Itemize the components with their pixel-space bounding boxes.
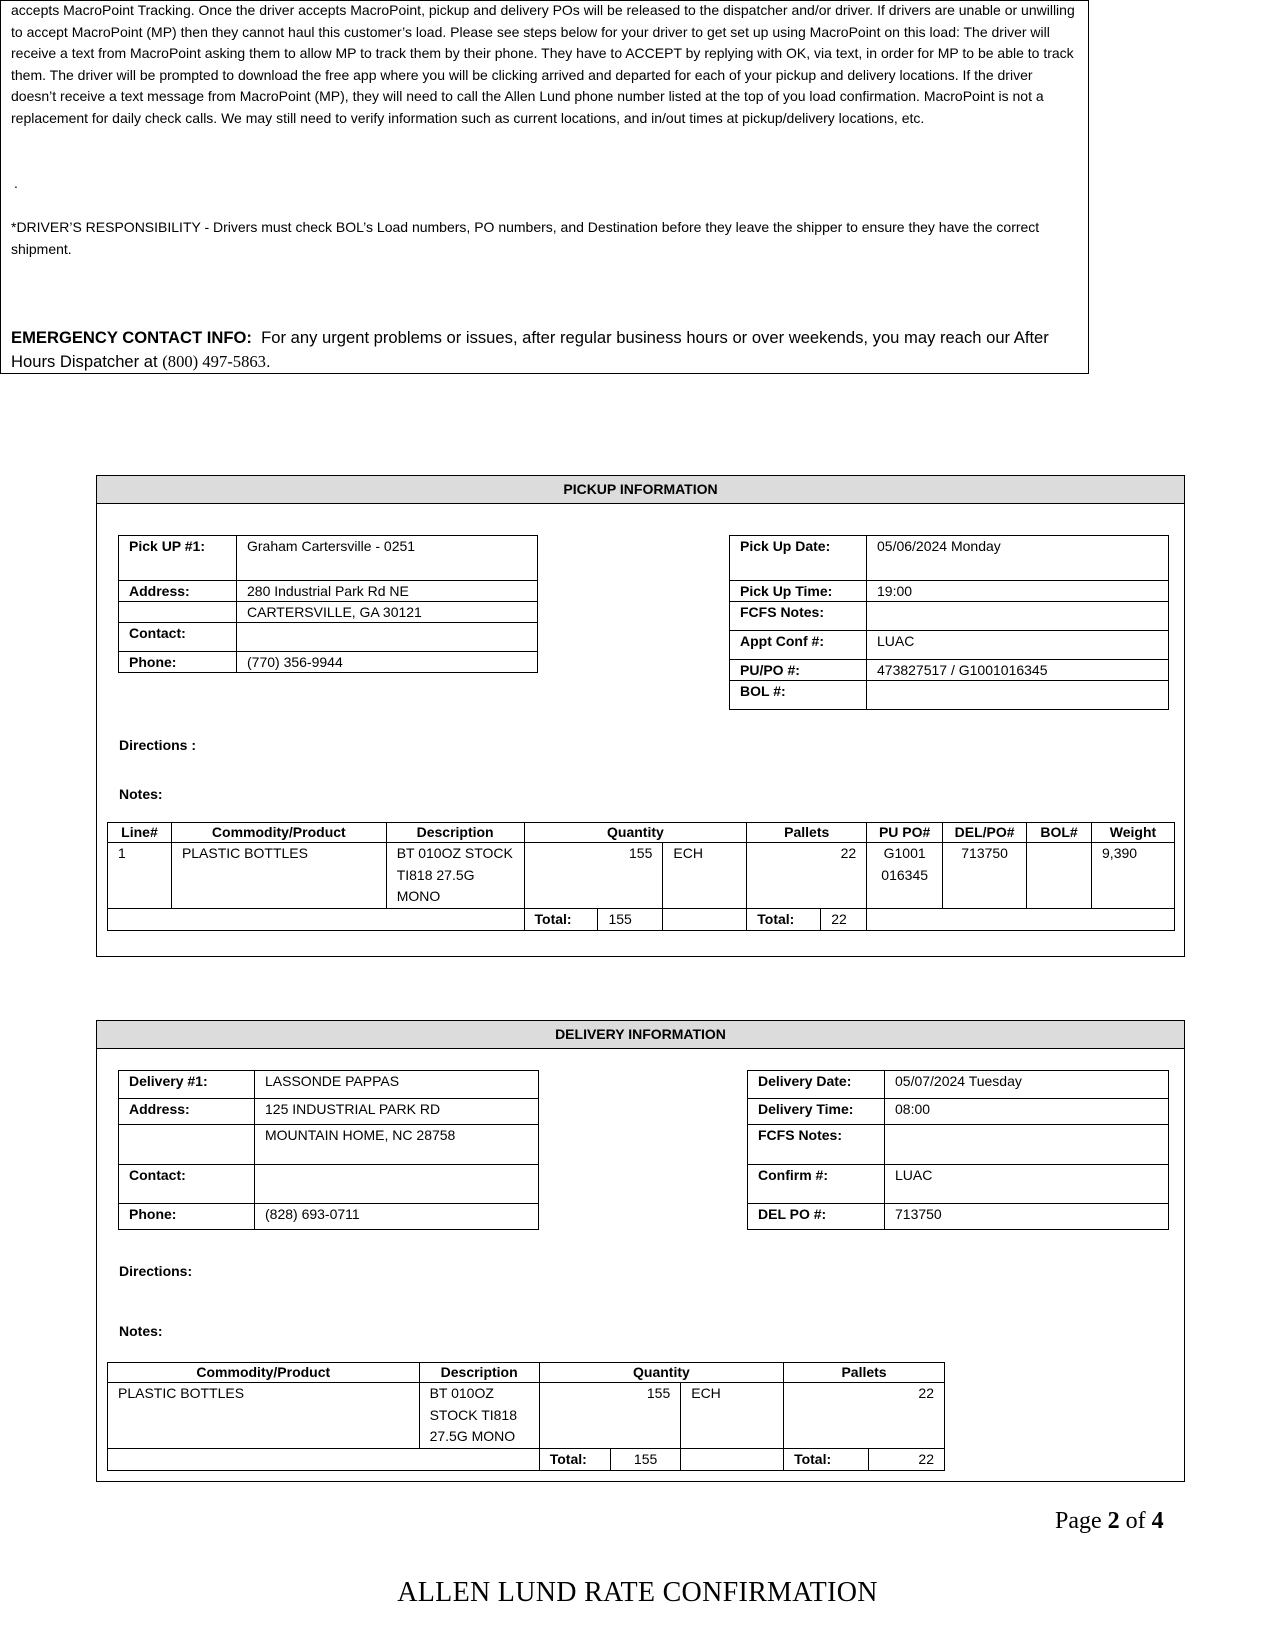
item-description bbox=[386, 843, 524, 909]
separator-dot: . bbox=[14, 175, 18, 191]
pickup-contact-label: Contact: bbox=[119, 623, 237, 652]
pickup-date-label: Pick Up Date: bbox=[730, 536, 867, 581]
delivery-time-label: Delivery Time: bbox=[748, 1099, 885, 1125]
delivery-po-label: DEL PO #: bbox=[748, 1204, 885, 1230]
pickup-address-line2: CARTERSVILLE, GA 30121 bbox=[237, 602, 538, 623]
col-quantity: Quantity bbox=[539, 1363, 783, 1383]
document-title: ALLEN LUND RATE CONFIRMATION bbox=[397, 1577, 878, 1608]
delivery-schedule-table bbox=[747, 1070, 1169, 1230]
delivery-confirm-value: LUAC bbox=[885, 1165, 1169, 1204]
emergency-period: . bbox=[265, 352, 271, 371]
pickup-address-label: Address: bbox=[119, 581, 237, 602]
emergency-text: For any urgent problems or issues, after regular business hours or over weekends, you may reach our After Hours Dispatcher at bbox=[11, 328, 1049, 371]
page-indicator bbox=[1055, 1508, 1164, 1535]
driver-responsibility: *DRIVER’S RESPONSIBILITY - Drivers must check BOL’s Load numbers, PO numbers, and Destination before they leave the shipper to ensure they have the correct shipment. bbox=[11, 219, 1040, 257]
pickup-phone-label: Phone: bbox=[119, 652, 237, 673]
pickup-bol-label: BOL #: bbox=[730, 681, 867, 710]
item-description-line: TI818 27.5G bbox=[396, 866, 475, 883]
pickup-number-label: Pick UP #1: bbox=[119, 536, 237, 581]
item-description-line: 27.5G MONO bbox=[429, 1428, 516, 1444]
item-pu-po bbox=[867, 843, 943, 909]
col-description: Description bbox=[419, 1363, 539, 1383]
pickup-address-line1: 280 Industrial Park Rd NE bbox=[237, 581, 538, 602]
delivery-address-line2: MOUNTAIN HOME, NC 28758 bbox=[255, 1125, 539, 1165]
pickup-fcfs-value bbox=[867, 602, 1169, 631]
pickup-fcfs-label: FCFS Notes: bbox=[730, 602, 867, 631]
item-description-line: BT 010OZ STOCK bbox=[396, 845, 513, 861]
item-description bbox=[419, 1383, 539, 1449]
qty-total-label: Total: bbox=[539, 1448, 610, 1471]
item-quantity: 155 bbox=[539, 1383, 681, 1449]
col-commodity: Commodity/Product bbox=[171, 823, 386, 843]
delivery-time-value: 08:00 bbox=[885, 1099, 1169, 1125]
pallet-total-label: Total: bbox=[784, 1448, 869, 1471]
delivery-notes-label: Notes: bbox=[119, 1323, 163, 1339]
pickup-time-value: 19:00 bbox=[867, 581, 1169, 602]
col-del-po: DEL/PO# bbox=[943, 823, 1027, 843]
page-of: of bbox=[1119, 1508, 1152, 1534]
item-line: 1 bbox=[108, 843, 172, 909]
delivery-contact-label: Contact: bbox=[119, 1165, 255, 1204]
pickup-number-value: Graham Cartersville - 0251 bbox=[237, 536, 538, 581]
qty-total-value: 155 bbox=[598, 908, 663, 931]
page-prefix: Page bbox=[1055, 1508, 1108, 1534]
item-pu-po-line: G1001 bbox=[883, 845, 926, 861]
pickup-schedule-table bbox=[729, 535, 1169, 710]
delivery-confirm-label: Confirm #: bbox=[748, 1165, 885, 1204]
item-bol bbox=[1027, 843, 1092, 909]
delivery-header: DELIVERY INFORMATION bbox=[97, 1021, 1184, 1049]
delivery-date-label: Delivery Date: bbox=[748, 1071, 885, 1099]
delivery-section bbox=[96, 1020, 1185, 1482]
item-commodity: PLASTIC BOTTLES bbox=[108, 1383, 420, 1449]
pickup-items-table bbox=[107, 822, 1175, 931]
pickup-location-table bbox=[118, 535, 538, 673]
col-bol: BOL# bbox=[1027, 823, 1092, 843]
item-unit: ECH bbox=[663, 843, 747, 909]
pickup-date-value: 05/06/2024 Monday bbox=[867, 536, 1169, 581]
pickup-directions-label: Directions : bbox=[119, 737, 197, 753]
col-weight: Weight bbox=[1092, 823, 1175, 843]
pickup-po-label: PU/PO #: bbox=[730, 660, 867, 681]
col-pu-po: PU PO# bbox=[867, 823, 943, 843]
delivery-phone-value: (828) 693-0711 bbox=[255, 1204, 539, 1230]
item-pu-po-line: 016345 bbox=[881, 866, 929, 883]
delivery-directions-label: Directions: bbox=[119, 1263, 193, 1279]
delivery-date-value: 05/07/2024 Tuesday bbox=[885, 1071, 1169, 1099]
col-commodity: Commodity/Product bbox=[108, 1363, 420, 1383]
item-description-line: STOCK TI818 bbox=[429, 1406, 517, 1423]
totals-row bbox=[108, 1448, 945, 1471]
delivery-address-line1: 125 INDUSTRIAL PARK RD bbox=[255, 1099, 539, 1125]
item-quantity: 155 bbox=[524, 843, 663, 909]
pickup-header: PICKUP INFORMATION bbox=[97, 476, 1184, 504]
item-pallets: 22 bbox=[747, 843, 867, 909]
col-description: Description bbox=[386, 823, 524, 843]
item-unit: ECH bbox=[681, 1383, 784, 1449]
table-row bbox=[108, 843, 1175, 909]
totals-row bbox=[108, 908, 1175, 931]
delivery-contact-value bbox=[255, 1165, 539, 1204]
delivery-number-label: Delivery #1: bbox=[119, 1071, 255, 1099]
table-row bbox=[108, 1383, 945, 1449]
col-quantity: Quantity bbox=[524, 823, 747, 843]
item-del-po: 713750 bbox=[943, 843, 1027, 909]
item-weight: 9,390 bbox=[1092, 843, 1175, 909]
pallet-total-value: 22 bbox=[821, 908, 867, 931]
item-pallets: 22 bbox=[784, 1383, 945, 1449]
delivery-location-table bbox=[118, 1070, 539, 1230]
pickup-section bbox=[96, 475, 1185, 957]
pickup-appt-value: LUAC bbox=[867, 631, 1169, 660]
delivery-address-label: Address: bbox=[119, 1099, 255, 1125]
item-description-line: MONO bbox=[396, 888, 441, 904]
col-pallets: Pallets bbox=[784, 1363, 945, 1383]
page-total: 4 bbox=[1151, 1508, 1164, 1534]
pickup-notes-label: Notes: bbox=[119, 786, 163, 802]
delivery-fcfs-value bbox=[885, 1125, 1169, 1165]
pickup-appt-label: Appt Conf #: bbox=[730, 631, 867, 660]
instructions-box bbox=[0, 0, 1089, 374]
page-current: 2 bbox=[1107, 1508, 1120, 1534]
item-description-line: BT 010OZ bbox=[429, 1385, 494, 1401]
col-line: Line# bbox=[108, 823, 172, 843]
emergency-label: EMERGENCY CONTACT INFO: bbox=[11, 328, 252, 347]
delivery-items-table bbox=[107, 1362, 945, 1471]
pallet-total-label: Total: bbox=[747, 908, 821, 931]
pickup-po-value: 473827517 / G1001016345 bbox=[867, 660, 1169, 681]
delivery-phone-label: Phone: bbox=[119, 1204, 255, 1230]
qty-total-value: 155 bbox=[610, 1448, 680, 1471]
pickup-time-label: Pick Up Time: bbox=[730, 581, 867, 602]
macropoint-instructions: accepts MacroPoint Tracking. Once the driver accepts MacroPoint, pickup and delivery POs will be released to the dispatcher and/or driver. If drivers are unable or unwilling to accept MacroPoint (MP) then they cannot haul this customer’s load. Please see steps below for your driver to get set up using MacroPoint on this load: The driver will receive a text from MacroPoint asking them to allow MP to track them by their phone. They have to ACCEPT by replying with OK, via text, in order for MP to be able to track them. The driver will be prompted to download the free app where you will be clicking arrived and departed for each of your pickup and delivery locations. If the driver doesn’t receive a text message from MacroPoint (MP), they will need to call the Allen Lund phone number listed at the top of you load confirmation. MacroPoint is not a replacement for daily check calls. We may still need to verify information such as current locations, and in/out times at pickup/delivery locations, etc. bbox=[11, 2, 1075, 126]
pickup-phone-value: (770) 356-9944 bbox=[237, 652, 538, 673]
delivery-po-value: 713750 bbox=[885, 1204, 1169, 1230]
delivery-fcfs-label: FCFS Notes: bbox=[748, 1125, 885, 1165]
item-commodity: PLASTIC BOTTLES bbox=[171, 843, 386, 909]
pallet-total-value: 22 bbox=[868, 1448, 944, 1471]
delivery-number-value: LASSONDE PAPPAS bbox=[255, 1071, 539, 1099]
emergency-phone: (800) 497-5863 bbox=[162, 352, 266, 371]
col-pallets: Pallets bbox=[747, 823, 867, 843]
pickup-contact-value bbox=[237, 623, 538, 652]
pickup-bol-value bbox=[867, 681, 1169, 710]
emergency-contact bbox=[11, 326, 1081, 374]
qty-total-label: Total: bbox=[524, 908, 598, 931]
